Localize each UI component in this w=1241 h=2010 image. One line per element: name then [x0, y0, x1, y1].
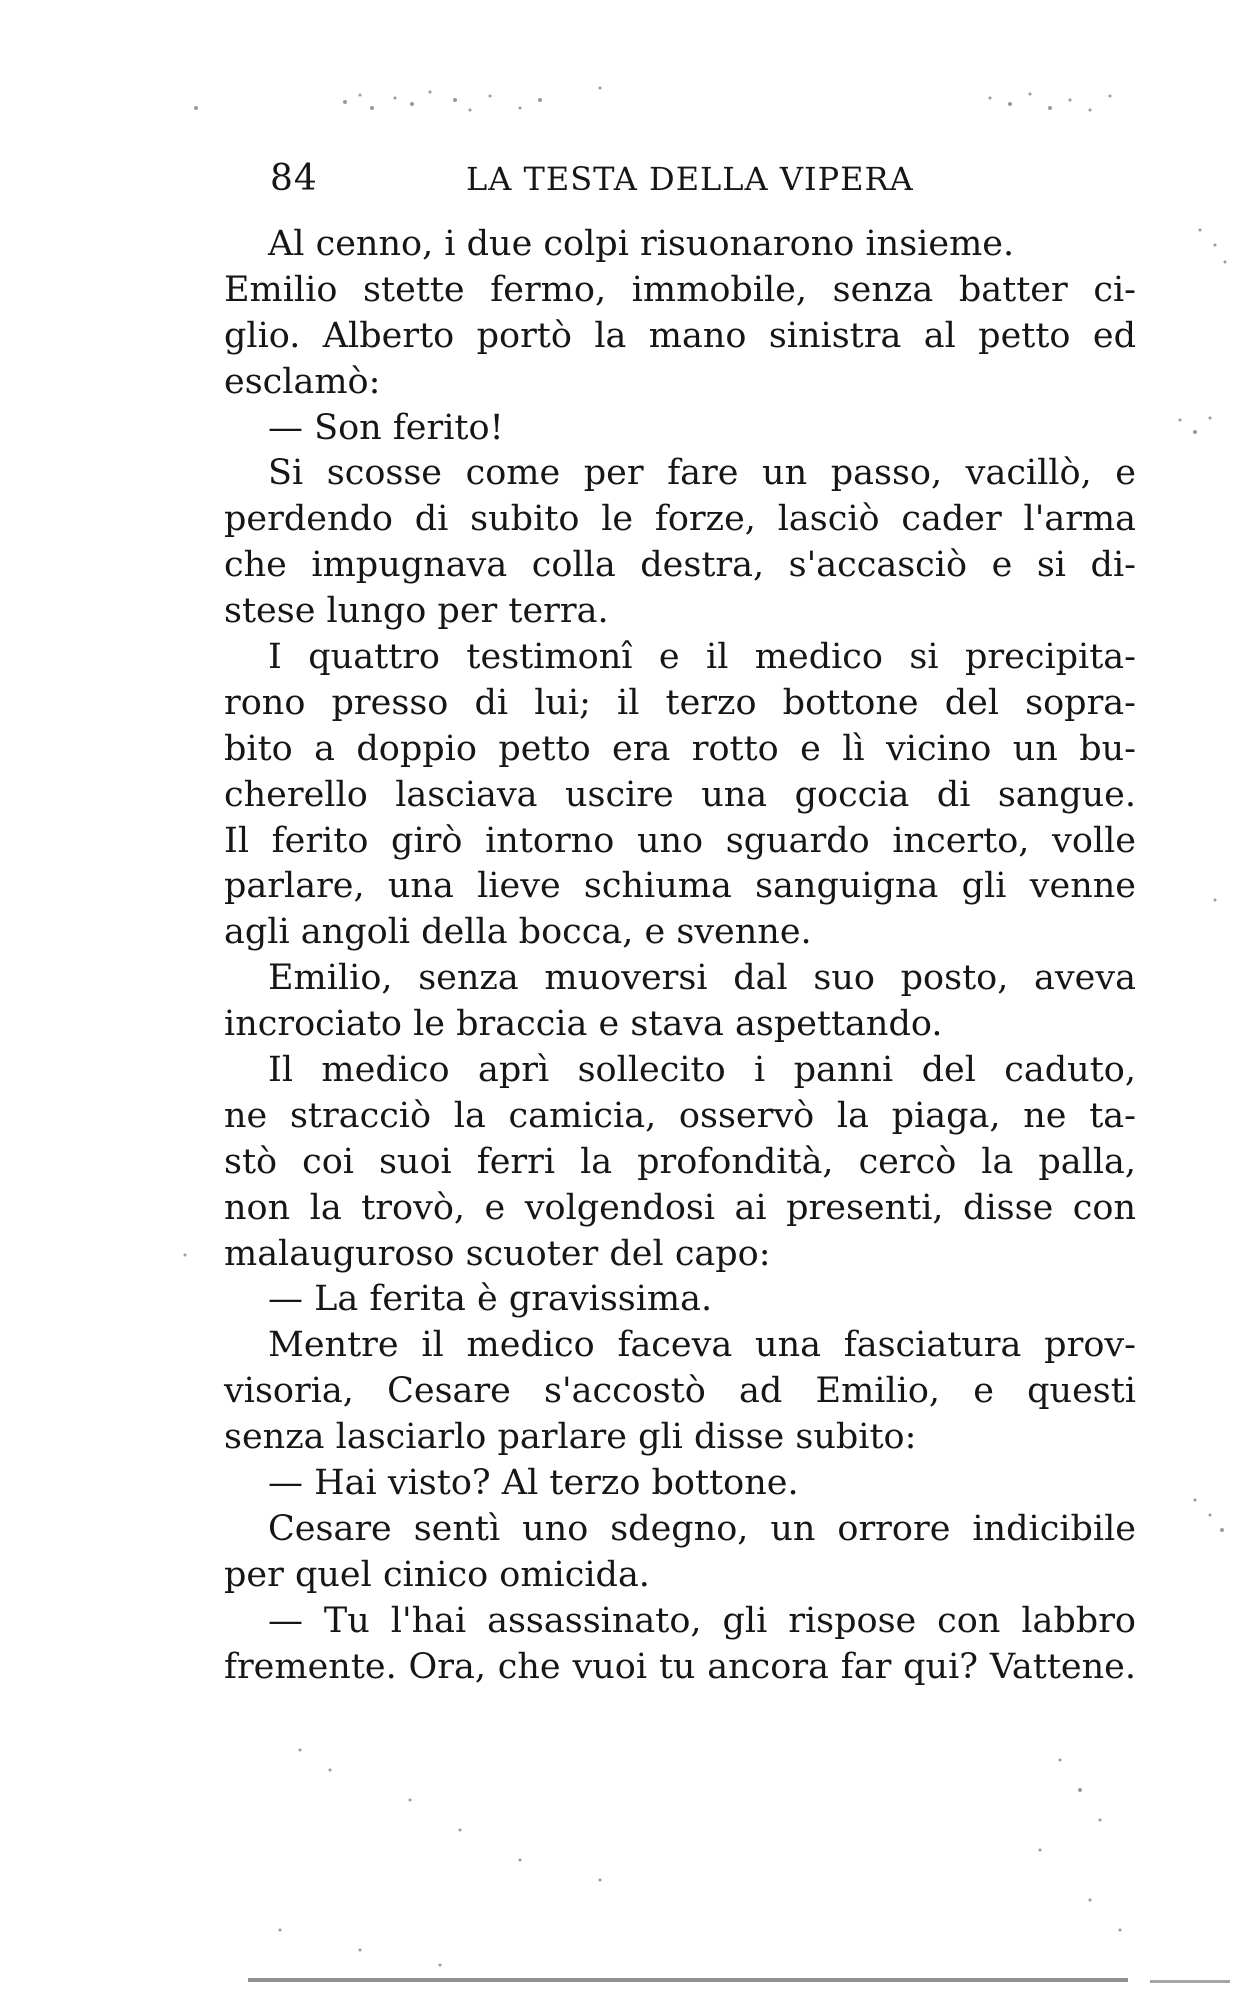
text-line: senza lasciarlo parlare gli disse subito: [224, 1417, 917, 1458]
text-line: Il ferito girò intorno uno sguardo incerto, volle [224, 820, 1136, 861]
text-line: Emilio stette fermo, immobile, senza batter ci- [224, 269, 1136, 310]
text-line: visoria, Cesare s'accostò ad Emilio, e questi [224, 1371, 1136, 1412]
text-line: Cesare sentì uno sdegno, un orrore indicibile [268, 1508, 1136, 1549]
text-line: rono presso di lui; il terzo bottone del sopra- [224, 682, 1136, 723]
text-line: per quel cinico omicida. [224, 1554, 650, 1595]
text-line: I quattro testimonî e il medico si precipita- [268, 637, 1136, 678]
text-line: fremente. Ora, che vuoi tu ancora far qui? Vattene. [224, 1646, 1136, 1687]
bottom-edge-rule [248, 1978, 1128, 1982]
text-line: perdendo di subito le forze, lasciò cader l'arma [224, 499, 1136, 540]
text-line: stese lungo per terra. [224, 591, 609, 632]
text-line: stò coi suoi ferri la profondità, cercò la palla, [224, 1141, 1136, 1182]
text-line: glio. Alberto portò la mano sinistra al petto ed [224, 315, 1136, 356]
text-line: — La ferita è gravissima. [268, 1279, 713, 1320]
text-line: agli angoli della bocca, e svenne. [224, 912, 812, 953]
text-line: incrociato le braccia e stava aspettando. [224, 1004, 943, 1045]
bottom-edge-rule [1150, 1980, 1230, 1983]
text-line: che impugnava colla destra, s'accasciò e si di- [224, 545, 1136, 586]
text-line: cherello lasciava uscire una goccia di sangue. [224, 774, 1136, 815]
running-title: LA TESTA DELLA VIPERA [466, 160, 914, 198]
page-number: 84 [270, 158, 318, 199]
text-line: ne stracciò la camicia, osservò la piaga, ne ta- [224, 1095, 1136, 1136]
text-line: non la trovò, e volgendosi ai presenti, disse con [224, 1187, 1136, 1228]
text-line: bito a doppio petto era rotto e lì vicino un bu- [224, 728, 1136, 769]
text-line: Il medico aprì sollecito i panni del caduto, [268, 1050, 1136, 1091]
text-line: Si scosse come per fare un passo, vacillò, e [268, 453, 1136, 494]
running-head [270, 158, 1140, 208]
text-line: — Son ferito! [268, 407, 504, 448]
text-line: — Hai visto? Al terzo bottone. [268, 1463, 799, 1504]
text-line: malauguroso scuoter del capo: [224, 1233, 771, 1274]
text-line: esclamò: [224, 361, 381, 402]
text-line: Al cenno, i due colpi risuonarono insieme. [268, 224, 1015, 264]
text-line: parlare, una lieve schiuma sanguigna gli venne [224, 866, 1136, 907]
text-line: — Tu l'hai assassinato, gli rispose con labbro [268, 1600, 1136, 1641]
text-line: Mentre il medico faceva una fasciatura prov- [268, 1325, 1136, 1366]
text-line: Emilio, senza muoversi dal suo posto, aveva [268, 958, 1136, 999]
body-text [224, 222, 1136, 1691]
